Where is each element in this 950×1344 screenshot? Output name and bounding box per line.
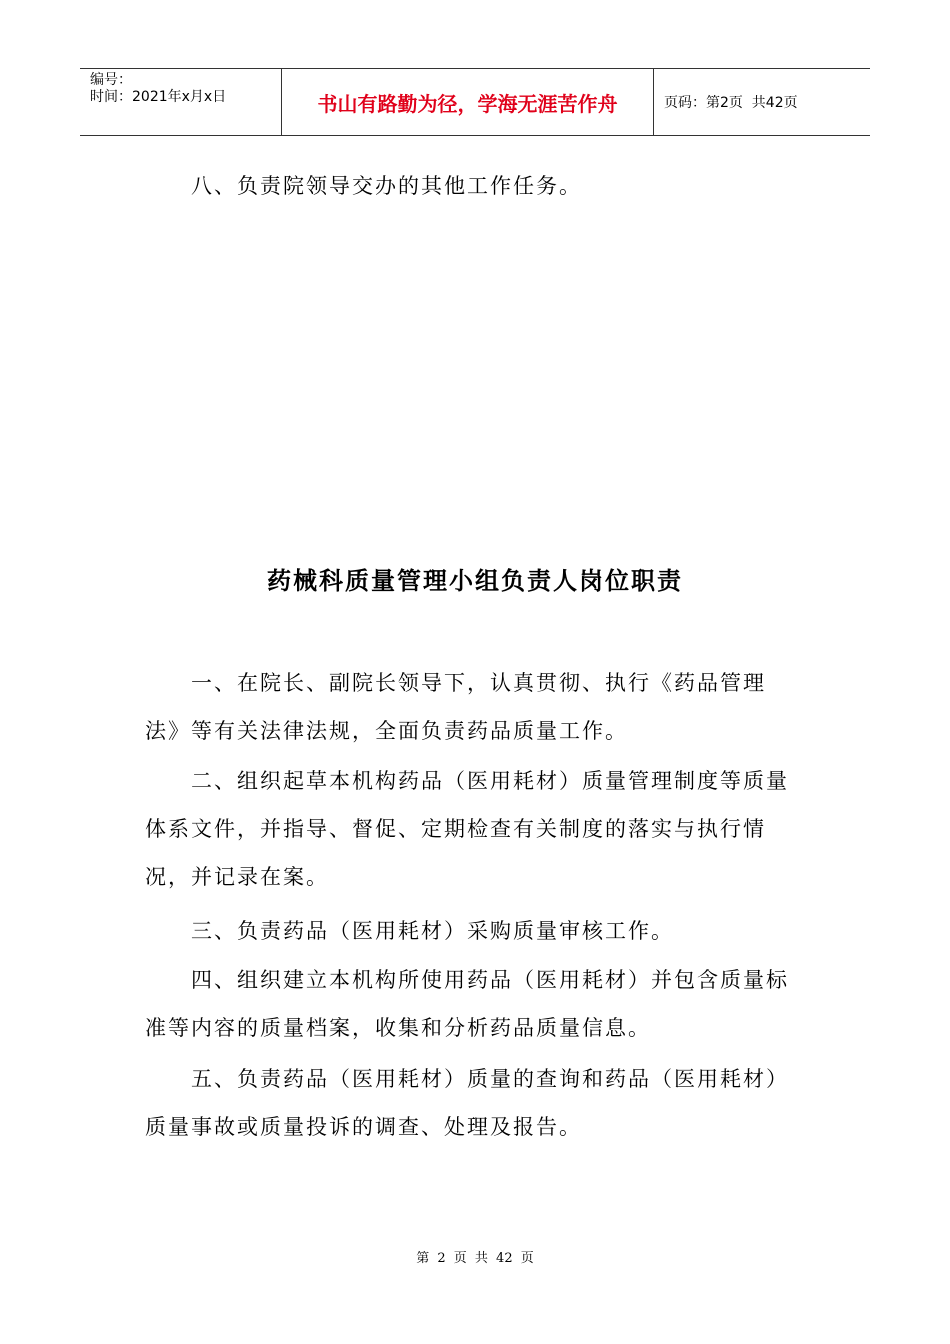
paragraph-item-8: 八、负责院领导交办的其他工作任务。 xyxy=(191,174,582,198)
page-footer: 第 2 页 共 42 页 xyxy=(416,1251,534,1266)
paragraph-item-3: 三、负责药品（医用耗材）采购质量审核工作。 xyxy=(191,919,674,943)
section-title: 药械科质量管理小组负责人岗位职责 xyxy=(267,567,683,595)
header-motto: 书山有路勤为径，学海无涯苦作舟 xyxy=(282,69,654,135)
paragraph-item-5: 五、负责药品（医用耗材）质量的查询和药品（医用耗材）质量事故或质量投诉的调查、处理及报告。 xyxy=(145,1067,789,1139)
header-page-info xyxy=(654,69,870,135)
paragraph-item-4: 四、组织建立本机构所使用药品（医用耗材）并包含质量标准等内容的质量档案，收集和分析药品质量信息。 xyxy=(145,968,789,1040)
document-date: 时间：2021年x月x日 xyxy=(90,89,227,105)
document-number-label: 编号： xyxy=(90,72,132,88)
page-header xyxy=(80,68,870,136)
paragraph-item-2: 二、组织起草本机构药品（医用耗材）质量管理制度等质量体系文件，并指导、督促、定期检查有关制度的落实与执行情况，并记录在案。 xyxy=(145,769,789,889)
paragraph-item-1: 一、在院长、副院长领导下，认真贯彻、执行《药品管理法》等有关法律法规，全面负责药品质量工作。 xyxy=(145,671,766,743)
header-page-number: 页码：第2页 共42页 xyxy=(664,95,798,111)
header-meta xyxy=(80,69,282,135)
